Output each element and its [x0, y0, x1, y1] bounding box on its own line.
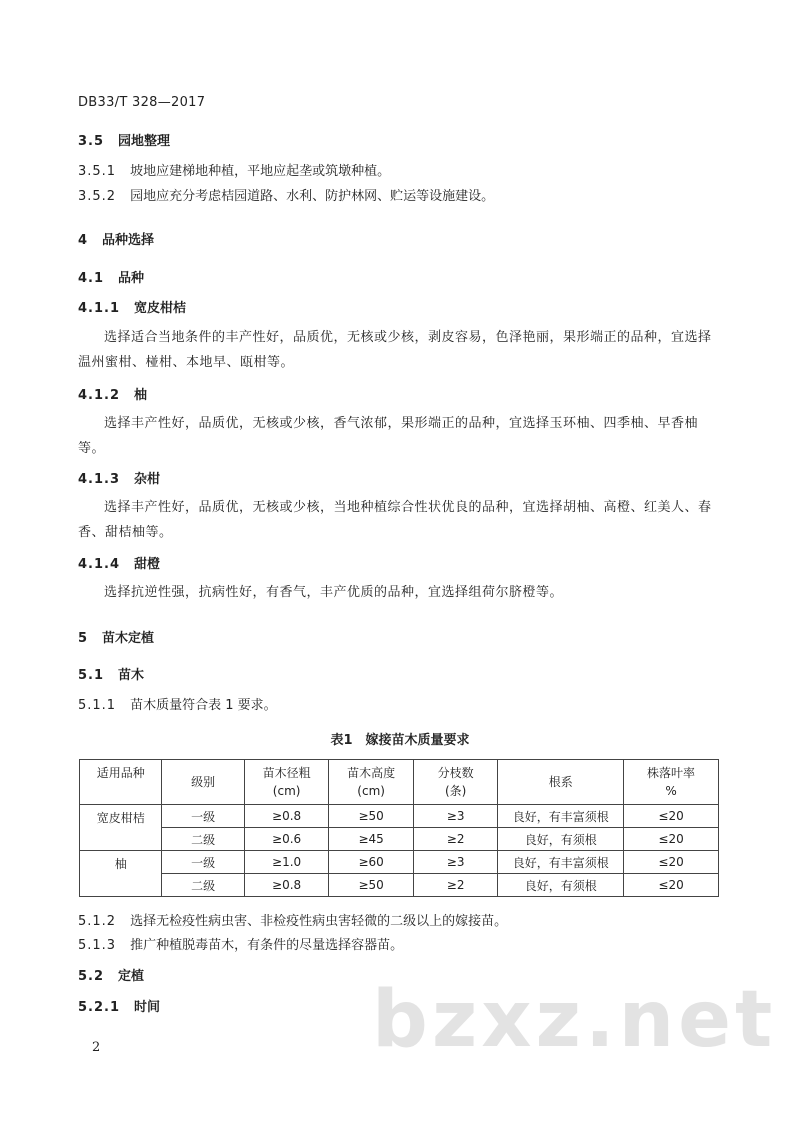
header-diameter: 苗木径粗 (cm)	[244, 760, 329, 805]
clause-number: 5.1.3	[78, 938, 117, 953]
table-caption: 表1 嫁接苗木质量要求	[330, 733, 470, 748]
section-number: 5.2	[78, 969, 105, 984]
clause-number: 5.1.2	[78, 914, 117, 929]
clause-title: 柚	[134, 388, 148, 403]
clause-number: 4.1.4	[78, 557, 121, 572]
clause-4-1-4-heading	[78, 553, 160, 572]
clause-number: 3.5.1	[78, 164, 117, 179]
section-number: 5.1	[78, 668, 105, 683]
clause-title: 时间	[134, 1000, 161, 1015]
cell-diameter: ≥0.8	[244, 874, 329, 897]
cell-roots: 良好，有须根	[498, 874, 624, 897]
clause-number: 4.1.2	[78, 388, 121, 403]
clause-4-1-2-text: 选择丰产性好，品质优，无核或少核，香气浓郁，果形端正的品种，宜选择玉环柚、四季柚、早香柚等。	[78, 416, 699, 456]
section-5-2-heading	[78, 965, 144, 984]
cell-leaf-drop: ≤20	[624, 828, 719, 851]
header-variety: 适用品种	[80, 760, 162, 805]
clause-number: 3.5.2	[78, 189, 117, 204]
cell-leaf-drop: ≤20	[624, 851, 719, 874]
table-header-row	[80, 760, 719, 805]
cell-diameter: ≥0.6	[244, 828, 329, 851]
cell-grade: 二级	[162, 828, 244, 851]
clause-number: 5.2.1	[78, 1000, 121, 1015]
clause-5-1-1	[78, 694, 277, 713]
clause-title: 杂柑	[134, 472, 161, 487]
cell-roots: 良好，有须根	[498, 828, 624, 851]
cell-height: ≥60	[329, 851, 414, 874]
header-grade: 级别	[162, 760, 244, 805]
table-row	[80, 805, 719, 828]
clause-4-1-1-text: 选择适合当地条件的丰产性好，品质优，无核或少核，剥皮容易，色泽艳丽，果形端正的品种，宜选择温州蜜柑、椪柑、本地早、瓯柑等。	[78, 330, 712, 370]
clause-4-1-1-heading	[78, 297, 186, 316]
cell-variety: 宽皮柑桔	[80, 805, 162, 851]
section-title: 园地整理	[118, 134, 171, 149]
clause-4-1-2-heading	[78, 384, 147, 403]
chapter-number: 4	[78, 233, 89, 248]
clause-number: 4.1.3	[78, 472, 121, 487]
cell-height: ≥50	[329, 874, 414, 897]
cell-leaf-drop: ≤20	[624, 874, 719, 897]
clause-text: 推广种植脱毒苗木，有条件的尽量选择容器苗。	[130, 938, 404, 953]
cell-grade: 一级	[162, 805, 244, 828]
cell-branches: ≥3	[413, 805, 498, 828]
header-height: 苗木高度 (cm)	[329, 760, 414, 805]
clause-text: 坡地应建梯地种植，平地应起垄或筑墩种植。	[130, 164, 391, 179]
header-leaf-drop: 株落叶率 %	[624, 760, 719, 805]
chapter-5-heading	[78, 627, 154, 646]
clause-text: 苗木质量符合表 1 要求。	[130, 698, 277, 713]
table-row	[80, 851, 719, 874]
clause-title: 宽皮柑桔	[134, 301, 187, 316]
chapter-title: 品种选择	[102, 233, 155, 248]
header-branches: 分枝数 (条)	[413, 760, 498, 805]
cell-diameter: ≥1.0	[244, 851, 329, 874]
section-title: 苗木	[118, 668, 145, 683]
cell-variety: 柚	[80, 851, 162, 897]
chapter-4-heading	[78, 229, 154, 248]
seedling-quality-table	[79, 759, 719, 897]
clause-3-5-2	[78, 185, 494, 204]
chapter-title: 苗木定植	[102, 631, 155, 646]
cell-roots: 良好，有丰富须根	[498, 851, 624, 874]
section-4-1-heading	[78, 267, 144, 286]
watermark: bzxz.net	[372, 975, 777, 1065]
clause-4-1-3-heading	[78, 468, 160, 487]
cell-branches: ≥2	[413, 874, 498, 897]
section-title: 定植	[118, 969, 145, 984]
section-5-1-heading	[78, 664, 144, 683]
section-3-5-heading	[78, 130, 170, 149]
clause-number: 4.1.1	[78, 301, 121, 316]
clause-5-2-1-heading	[78, 996, 160, 1015]
clause-number: 5.1.1	[78, 698, 117, 713]
cell-grade: 二级	[162, 874, 244, 897]
clause-4-1-3-text: 选择丰产性好，品质优，无核或少核，当地种植综合性状优良的品种，宜选择胡柚、高橙、红美人、春香、甜桔柚等。	[78, 500, 712, 540]
clause-text: 园地应充分考虑桔园道路、水利、防护林网、贮运等设施建设。	[130, 189, 495, 204]
header-roots: 根系	[498, 760, 624, 805]
cell-diameter: ≥0.8	[244, 805, 329, 828]
cell-height: ≥50	[329, 805, 414, 828]
clause-text: 选择无检疫性病虫害、非检疫性病虫害轻微的二级以上的嫁接苗。	[130, 914, 508, 929]
cell-branches: ≥2	[413, 828, 498, 851]
clause-4-1-4-text: 选择抗逆性强，抗病性好，有香气，丰产优质的品种，宜选择组荷尔脐橙等。	[104, 585, 564, 600]
section-number: 3.5	[78, 134, 105, 149]
table-row	[80, 828, 719, 851]
table-row	[80, 874, 719, 897]
section-title: 品种	[118, 271, 145, 286]
clause-5-1-3	[78, 934, 403, 953]
page-number: 2	[92, 1040, 101, 1055]
cell-grade: 一级	[162, 851, 244, 874]
cell-leaf-drop: ≤20	[624, 805, 719, 828]
clause-3-5-1	[78, 160, 390, 179]
clause-title: 甜橙	[134, 557, 161, 572]
standard-code: DB33/T 328—2017	[78, 95, 206, 110]
clause-5-1-2	[78, 910, 507, 929]
cell-height: ≥45	[329, 828, 414, 851]
cell-roots: 良好，有丰富须根	[498, 805, 624, 828]
cell-branches: ≥3	[413, 851, 498, 874]
chapter-number: 5	[78, 631, 89, 646]
section-number: 4.1	[78, 271, 105, 286]
